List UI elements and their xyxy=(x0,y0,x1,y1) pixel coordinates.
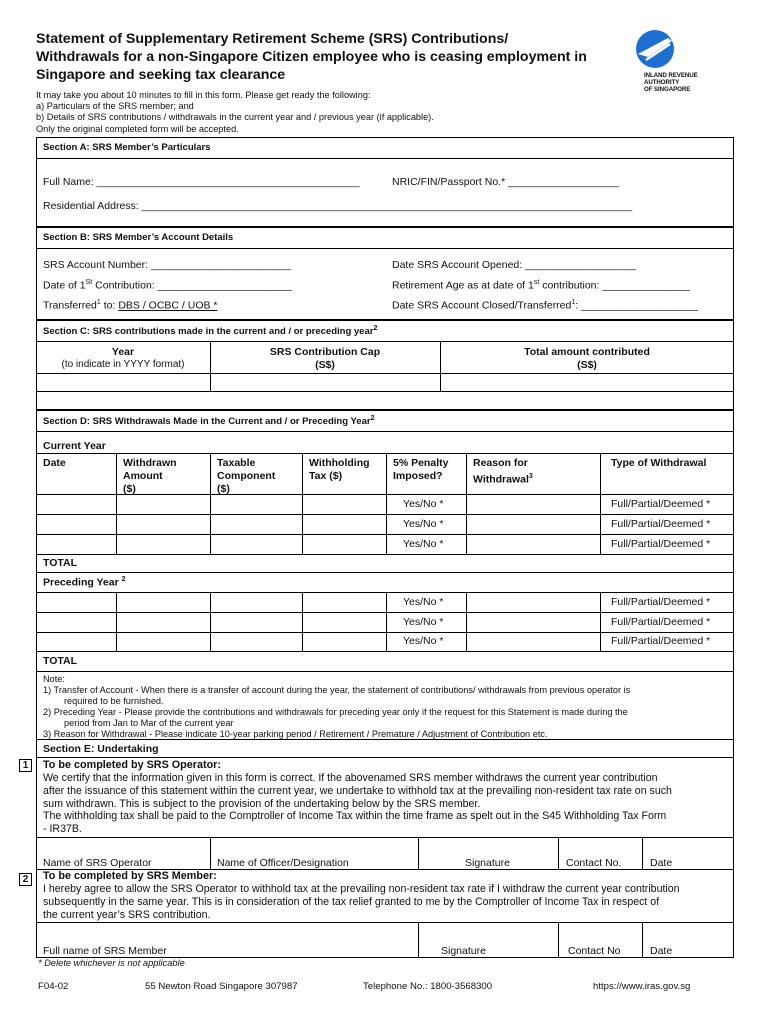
label: Imposed? xyxy=(393,470,443,482)
divider xyxy=(642,837,643,869)
superscript: 1 xyxy=(96,299,101,306)
logo-line: AUTHORITY xyxy=(644,79,680,86)
divider xyxy=(386,453,387,554)
superscript: 2 xyxy=(373,325,378,332)
notes-head: Note: xyxy=(43,674,65,684)
notes xyxy=(43,674,733,740)
form-code: F04-02 xyxy=(38,981,69,992)
label: to: xyxy=(100,299,119,312)
divider xyxy=(386,592,387,651)
note: 2) Preceding Year - Please provide the contributions and withdrawals for preceding year only if the request for this Statement is made during the xyxy=(43,707,628,717)
label: Contribution: _______________________ xyxy=(92,279,292,292)
col-cap-header: SRS Contribution Cap xyxy=(269,346,381,358)
operator-text xyxy=(43,772,733,836)
divider xyxy=(210,453,211,554)
superscript: 2 xyxy=(121,576,126,583)
divider xyxy=(302,453,303,554)
section-a-title: Section A: SRS Member’s Particulars xyxy=(43,142,211,153)
intro-line: It may take you about 10 minutes to fill in this form. Please get ready the following: xyxy=(36,90,371,100)
footer-url[interactable]: https://www.iras.gov.sg xyxy=(593,981,691,992)
operator-contact-field[interactable]: Contact No. xyxy=(566,857,622,869)
superscript: 1 xyxy=(571,299,576,306)
total-label: TOTAL xyxy=(43,557,78,569)
srs-account-number-field[interactable]: SRS Account Number: ________________________ xyxy=(43,259,292,271)
title-line: Singapore and seeking tax clearance xyxy=(36,67,286,83)
divider xyxy=(36,572,734,573)
note: 3) Reason for Withdrawal - Please indicate 10-year parking period / Retirement / Premature / Adjustment of Contribution etc. xyxy=(43,729,548,739)
full-name-field[interactable]: Full Name: _____________________________________________ xyxy=(43,176,360,188)
retirement-age-field[interactable] xyxy=(392,279,690,292)
address-field[interactable]: Residential Address: ____________________________________________________________________________________ xyxy=(43,200,633,212)
divider xyxy=(36,514,734,515)
label: ($) xyxy=(123,483,136,495)
operator-date-field[interactable]: Date xyxy=(650,857,673,869)
col-total-header: Total amount contributed xyxy=(524,346,650,358)
penalty-select[interactable]: Yes/No * xyxy=(403,498,444,510)
divider xyxy=(210,837,211,869)
divider xyxy=(36,554,734,555)
nric-field[interactable]: NRIC/FIN/Passport No.* ___________________ xyxy=(392,176,620,188)
superscript: 3 xyxy=(528,473,533,480)
note: period from Jan to Mar of the current year xyxy=(64,718,234,728)
text-line: after the issuance of this statement within the current year, we undertake to withhold tax at the prevailing non-resident tax rate on such xyxy=(43,784,672,797)
form-title xyxy=(36,30,636,84)
divider xyxy=(36,534,734,535)
current-year-label: Current Year xyxy=(43,440,106,452)
col-withdrawn xyxy=(123,457,177,496)
label: Reason for xyxy=(473,457,528,469)
preceding-year-label xyxy=(43,576,126,589)
section-b-title: Section B: SRS Member’s Account Details xyxy=(43,232,234,243)
col-taxable xyxy=(217,457,275,496)
penalty-select[interactable]: Yes/No * xyxy=(403,538,444,550)
label: Date SRS Account Closed/Transferred xyxy=(392,299,572,312)
divider xyxy=(36,612,734,613)
label: Taxable xyxy=(217,457,256,469)
type-select[interactable]: Full/Partial/Deemed * xyxy=(611,518,711,530)
type-select[interactable]: Full/Partial/Deemed * xyxy=(611,498,711,510)
member-contact-field[interactable]: Contact No xyxy=(568,945,621,957)
penalty-select[interactable]: Yes/No * xyxy=(403,635,444,647)
text-line: sum withdrawn. This is subject to the provision of the undertaking below by the SRS member. xyxy=(43,797,481,810)
operator-heading: To be completed by SRS Operator: xyxy=(43,759,221,771)
penalty-select[interactable]: Yes/No * xyxy=(403,518,444,530)
divider xyxy=(642,922,643,958)
divider xyxy=(466,453,467,554)
bank-options[interactable]: DBS / OCBC / UOB * xyxy=(118,299,218,312)
col-year-subheader: (to indicate in YYYY format) xyxy=(61,359,185,370)
note: 1) Transfer of Account - When there is a transfer of account during the year, the statement of contributions/ withdrawals from previous operator is xyxy=(43,685,631,695)
col-reason xyxy=(473,457,533,487)
label: Tax ($) xyxy=(309,470,343,482)
officer-name-field[interactable]: Name of Officer/Designation xyxy=(217,857,349,869)
type-select[interactable]: Full/Partial/Deemed * xyxy=(611,616,711,628)
divider xyxy=(418,922,419,958)
section-a-body xyxy=(36,159,734,227)
col-year-header: Year xyxy=(111,346,135,358)
label: ($) xyxy=(217,483,230,495)
col-type: Type of Withdrawal xyxy=(611,457,707,469)
member-text xyxy=(43,883,733,921)
type-select[interactable]: Full/Partial/Deemed * xyxy=(611,538,711,550)
section-d-header xyxy=(36,410,734,432)
divider xyxy=(36,651,734,652)
text-line: We certify that the information given in this form is correct. If the abovenamed SRS member withdraws the current year contribution xyxy=(43,772,658,784)
label: Transferred xyxy=(43,299,97,312)
operator-signature-field[interactable]: Signature xyxy=(465,857,510,869)
footer-telephone: Telephone No.: 1800-3568300 xyxy=(363,981,493,992)
divider xyxy=(558,922,559,958)
intro-line: Only the original completed form will be accepted. xyxy=(36,123,239,134)
section-c-title: Section C: SRS contributions made in the current and / or preceding year xyxy=(43,326,374,338)
footer-address: 55 Newton Road Singapore 307987 xyxy=(145,981,298,992)
divider xyxy=(36,453,734,454)
divider xyxy=(36,837,734,838)
logo-line: OF SINGAPORE xyxy=(644,86,691,93)
text-line: - IR37B. xyxy=(43,823,82,836)
section-e-title: Section E: Undertaking xyxy=(43,743,159,755)
divider xyxy=(466,592,467,651)
col-cap-unit: (S$) xyxy=(315,359,335,371)
item-number-2: 2 xyxy=(19,873,32,886)
date-first-contribution-field[interactable] xyxy=(43,279,292,292)
divider xyxy=(36,632,734,633)
col-withholding xyxy=(309,457,370,483)
col-date: Date xyxy=(43,457,66,469)
intro-line: a) Particulars of the SRS member; and xyxy=(36,101,194,112)
col-total-unit: (S$) xyxy=(577,359,597,371)
note: required to be furnished. xyxy=(64,696,164,706)
divider xyxy=(36,757,734,758)
title-line: Statement of Supplementary Retirement Scheme (SRS) Contributions/ xyxy=(36,31,509,47)
section-c-header xyxy=(36,320,734,342)
member-name-field[interactable]: Full name of SRS Member xyxy=(43,945,167,957)
type-select[interactable]: Full/Partial/Deemed * xyxy=(611,635,711,647)
logo-line: INLAND REVENUE xyxy=(644,72,698,79)
member-heading: To be completed by SRS Member: xyxy=(43,870,217,882)
col-penalty xyxy=(393,457,448,483)
superscript: 2 xyxy=(370,415,375,422)
transferred-to-field[interactable] xyxy=(43,299,218,312)
divider xyxy=(36,391,734,392)
member-signature-field[interactable]: Signature xyxy=(441,945,486,957)
superscript: St xyxy=(85,279,93,286)
logo-text xyxy=(644,72,698,93)
divider xyxy=(558,837,559,869)
superscript: st xyxy=(533,279,540,286)
label: 5% Penalty xyxy=(393,457,449,469)
total-label: TOTAL xyxy=(43,655,78,667)
date-closed-field[interactable] xyxy=(392,299,698,312)
section-b-header xyxy=(36,227,734,249)
divider xyxy=(600,453,601,554)
title-line: Withdrawals for a non-Singapore Citizen employee who is ceasing employment in xyxy=(36,49,587,65)
label: Preceding Year xyxy=(43,576,119,589)
type-select[interactable]: Full/Partial/Deemed * xyxy=(611,596,711,608)
penalty-select[interactable]: Yes/No * xyxy=(403,616,444,628)
text-line: The withholding tax shall be paid to the Comptroller of Income Tax within the time frame as spelt out in the S45 Withholding Tax Form xyxy=(43,810,667,823)
section-a-header xyxy=(36,137,734,159)
divider xyxy=(36,592,734,593)
divider xyxy=(36,922,734,923)
divider xyxy=(600,592,601,651)
text-line: subsequently in the same year. This is in consideration of the tax relief granted to me by the Comptroller of Income Tax in respect of xyxy=(43,895,660,908)
divider xyxy=(116,592,117,651)
divider xyxy=(302,592,303,651)
label: contribution: _______________ xyxy=(539,279,690,292)
label: Amount xyxy=(123,470,163,482)
section-d-title: Section D: SRS Withdrawals Made in the Current and / or Preceding Year xyxy=(43,416,371,428)
label: Withholding xyxy=(309,457,370,469)
divider xyxy=(210,592,211,651)
item-number-1: 1 xyxy=(19,759,32,772)
divider xyxy=(116,453,117,554)
intro-text xyxy=(36,90,434,135)
date-opened-field[interactable]: Date SRS Account Opened: ___________________ xyxy=(392,259,637,271)
delete-note: * Delete whichever is not applicable xyxy=(38,958,185,968)
label: : ____________________ xyxy=(575,299,698,312)
member-date-field[interactable]: Date xyxy=(650,945,673,957)
text-line: the current year’s SRS contribution. xyxy=(43,908,211,921)
divider xyxy=(418,837,419,869)
label: Retirement Age as at date of 1 xyxy=(392,279,534,292)
text-line: I hereby agree to allow the SRS Operator to withhold tax at the prevailing non-resident tax rate if I withdraw the current year contribution xyxy=(43,883,680,895)
intro-line: b) Details of SRS contributions / withdrawals in the current year and / previous year (if applicable). xyxy=(36,112,434,123)
label: Date of 1 xyxy=(43,279,86,292)
label: Withdrawn xyxy=(123,457,177,469)
penalty-select[interactable]: Yes/No * xyxy=(403,596,444,608)
divider xyxy=(36,373,734,374)
label: Component xyxy=(217,470,276,482)
label: Withdrawal xyxy=(473,473,529,486)
operator-name-field[interactable]: Name of SRS Operator xyxy=(43,857,152,869)
